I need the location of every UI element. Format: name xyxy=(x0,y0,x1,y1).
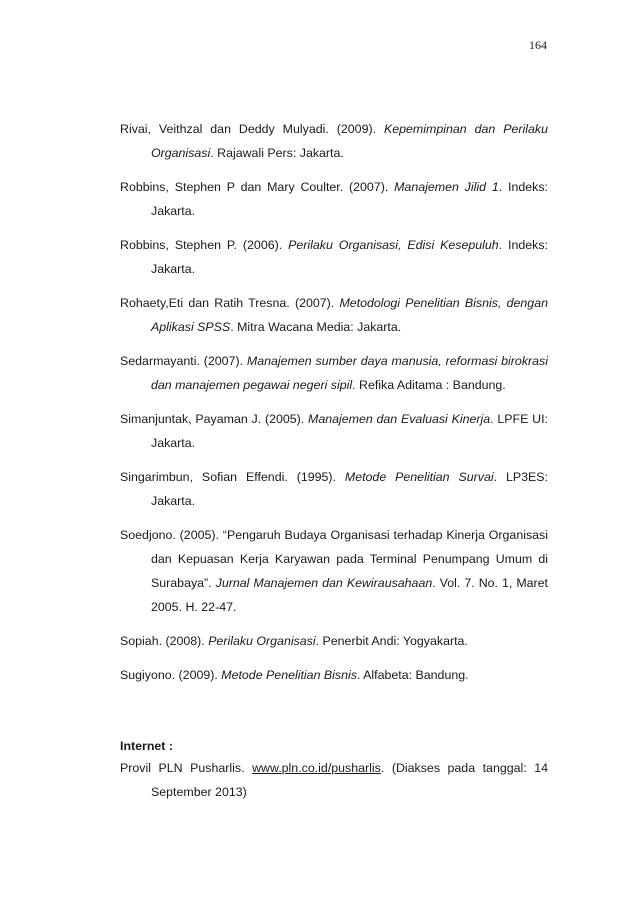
reference-author: Simanjuntak, Payaman J. (2005). xyxy=(120,412,305,426)
reference-title: Metode Penelitian Survai xyxy=(344,470,494,484)
reference-publisher: . Mitra Wacana Media: Jakarta. xyxy=(230,320,402,334)
reference-entry xyxy=(120,663,548,687)
reference-title: Perilaku Organisasi, Edisi Kesepuluh xyxy=(288,238,499,252)
reference-title: Kepemimpinan dan Perilaku Organisasi xyxy=(151,122,548,160)
reference-title: Metodologi Penelitian Bisnis, dengan Aplikasi SPSS xyxy=(151,296,548,334)
reference-title: Jurnal Manajemen dan Kewirausahaan xyxy=(215,576,433,590)
internet-reference-source: Provil PLN Pusharlis. xyxy=(120,761,245,775)
reference-entry xyxy=(120,233,548,281)
reference-author: Sedarmayanti. (2007). xyxy=(120,354,244,368)
reference-publisher: . LPFE UI: Jakarta. xyxy=(151,412,548,450)
reference-publisher: . Refika Aditama : Bandung. xyxy=(352,378,506,392)
reference-entry xyxy=(120,175,548,223)
internet-reference-access-date: . (Diakses pada tanggal: 14 September 2013) xyxy=(151,761,549,799)
reference-author: Sopiah. (2008). xyxy=(120,634,205,648)
reference-author: Soedjono. (2005). “Pengaruh Budaya Organisasi terhadap Kinerja Organisasi dan Kepuasan Kerja Karyawan pada Terminal Penumpang Umum di Surabaya”. xyxy=(120,528,548,590)
reference-entry xyxy=(120,629,548,653)
reference-entry xyxy=(120,291,548,339)
reference-publisher: . Alfabeta: Bandung. xyxy=(356,668,469,682)
reference-entry xyxy=(120,349,548,397)
reference-title: Manajemen Jilid 1 xyxy=(394,180,499,194)
reference-title: Manajemen sumber daya manusia, reformasi birokrasi dan manajemen pegawai negeri sipil xyxy=(151,354,548,392)
reference-publisher: . Penerbit Andi: Yogyakarta. xyxy=(315,634,468,648)
reference-publisher: . Rajawali Pers: Jakarta. xyxy=(210,146,344,160)
internet-reference-entry xyxy=(120,756,548,804)
reference-title: Manajemen dan Evaluasi Kinerja xyxy=(308,412,491,426)
reference-entry xyxy=(120,465,548,513)
reference-entry xyxy=(120,407,548,455)
reference-author: Sugiyono. (2009). xyxy=(120,668,218,682)
reference-entry xyxy=(120,523,548,619)
reference-publisher: . Indeks: Jakarta. xyxy=(151,238,548,276)
reference-title: Perilaku Organisasi xyxy=(208,634,316,648)
reference-publisher: . Vol. 7. No. 1, Maret 2005. H. 22-47. xyxy=(151,576,548,614)
reference-title: Metode Penelitian Bisnis xyxy=(221,668,357,682)
reference-author: Rohaety,Eti dan Ratih Tresna. (2007). xyxy=(120,296,335,310)
reference-author: Robbins, Stephen P. (2006). xyxy=(120,238,283,252)
reference-entry xyxy=(120,117,548,165)
internet-reference-list xyxy=(120,756,548,804)
internet-heading: Internet : xyxy=(120,739,174,753)
reference-author: Robbins, Stephen P dan Mary Coulter. (2007). xyxy=(120,180,389,194)
reference-publisher: . Indeks: Jakarta. xyxy=(151,180,548,218)
page-number: 164 xyxy=(529,38,547,52)
reference-list xyxy=(120,117,548,687)
reference-publisher: . LP3ES: Jakarta. xyxy=(151,470,548,508)
internet-reference-link[interactable]: www.pln.co.id/pusharlis xyxy=(252,761,381,775)
reference-author: Singarimbun, Sofian Effendi. (1995). xyxy=(120,470,336,484)
reference-author: Rivai, Veithzal dan Deddy Mulyadi. (2009). xyxy=(120,122,377,136)
